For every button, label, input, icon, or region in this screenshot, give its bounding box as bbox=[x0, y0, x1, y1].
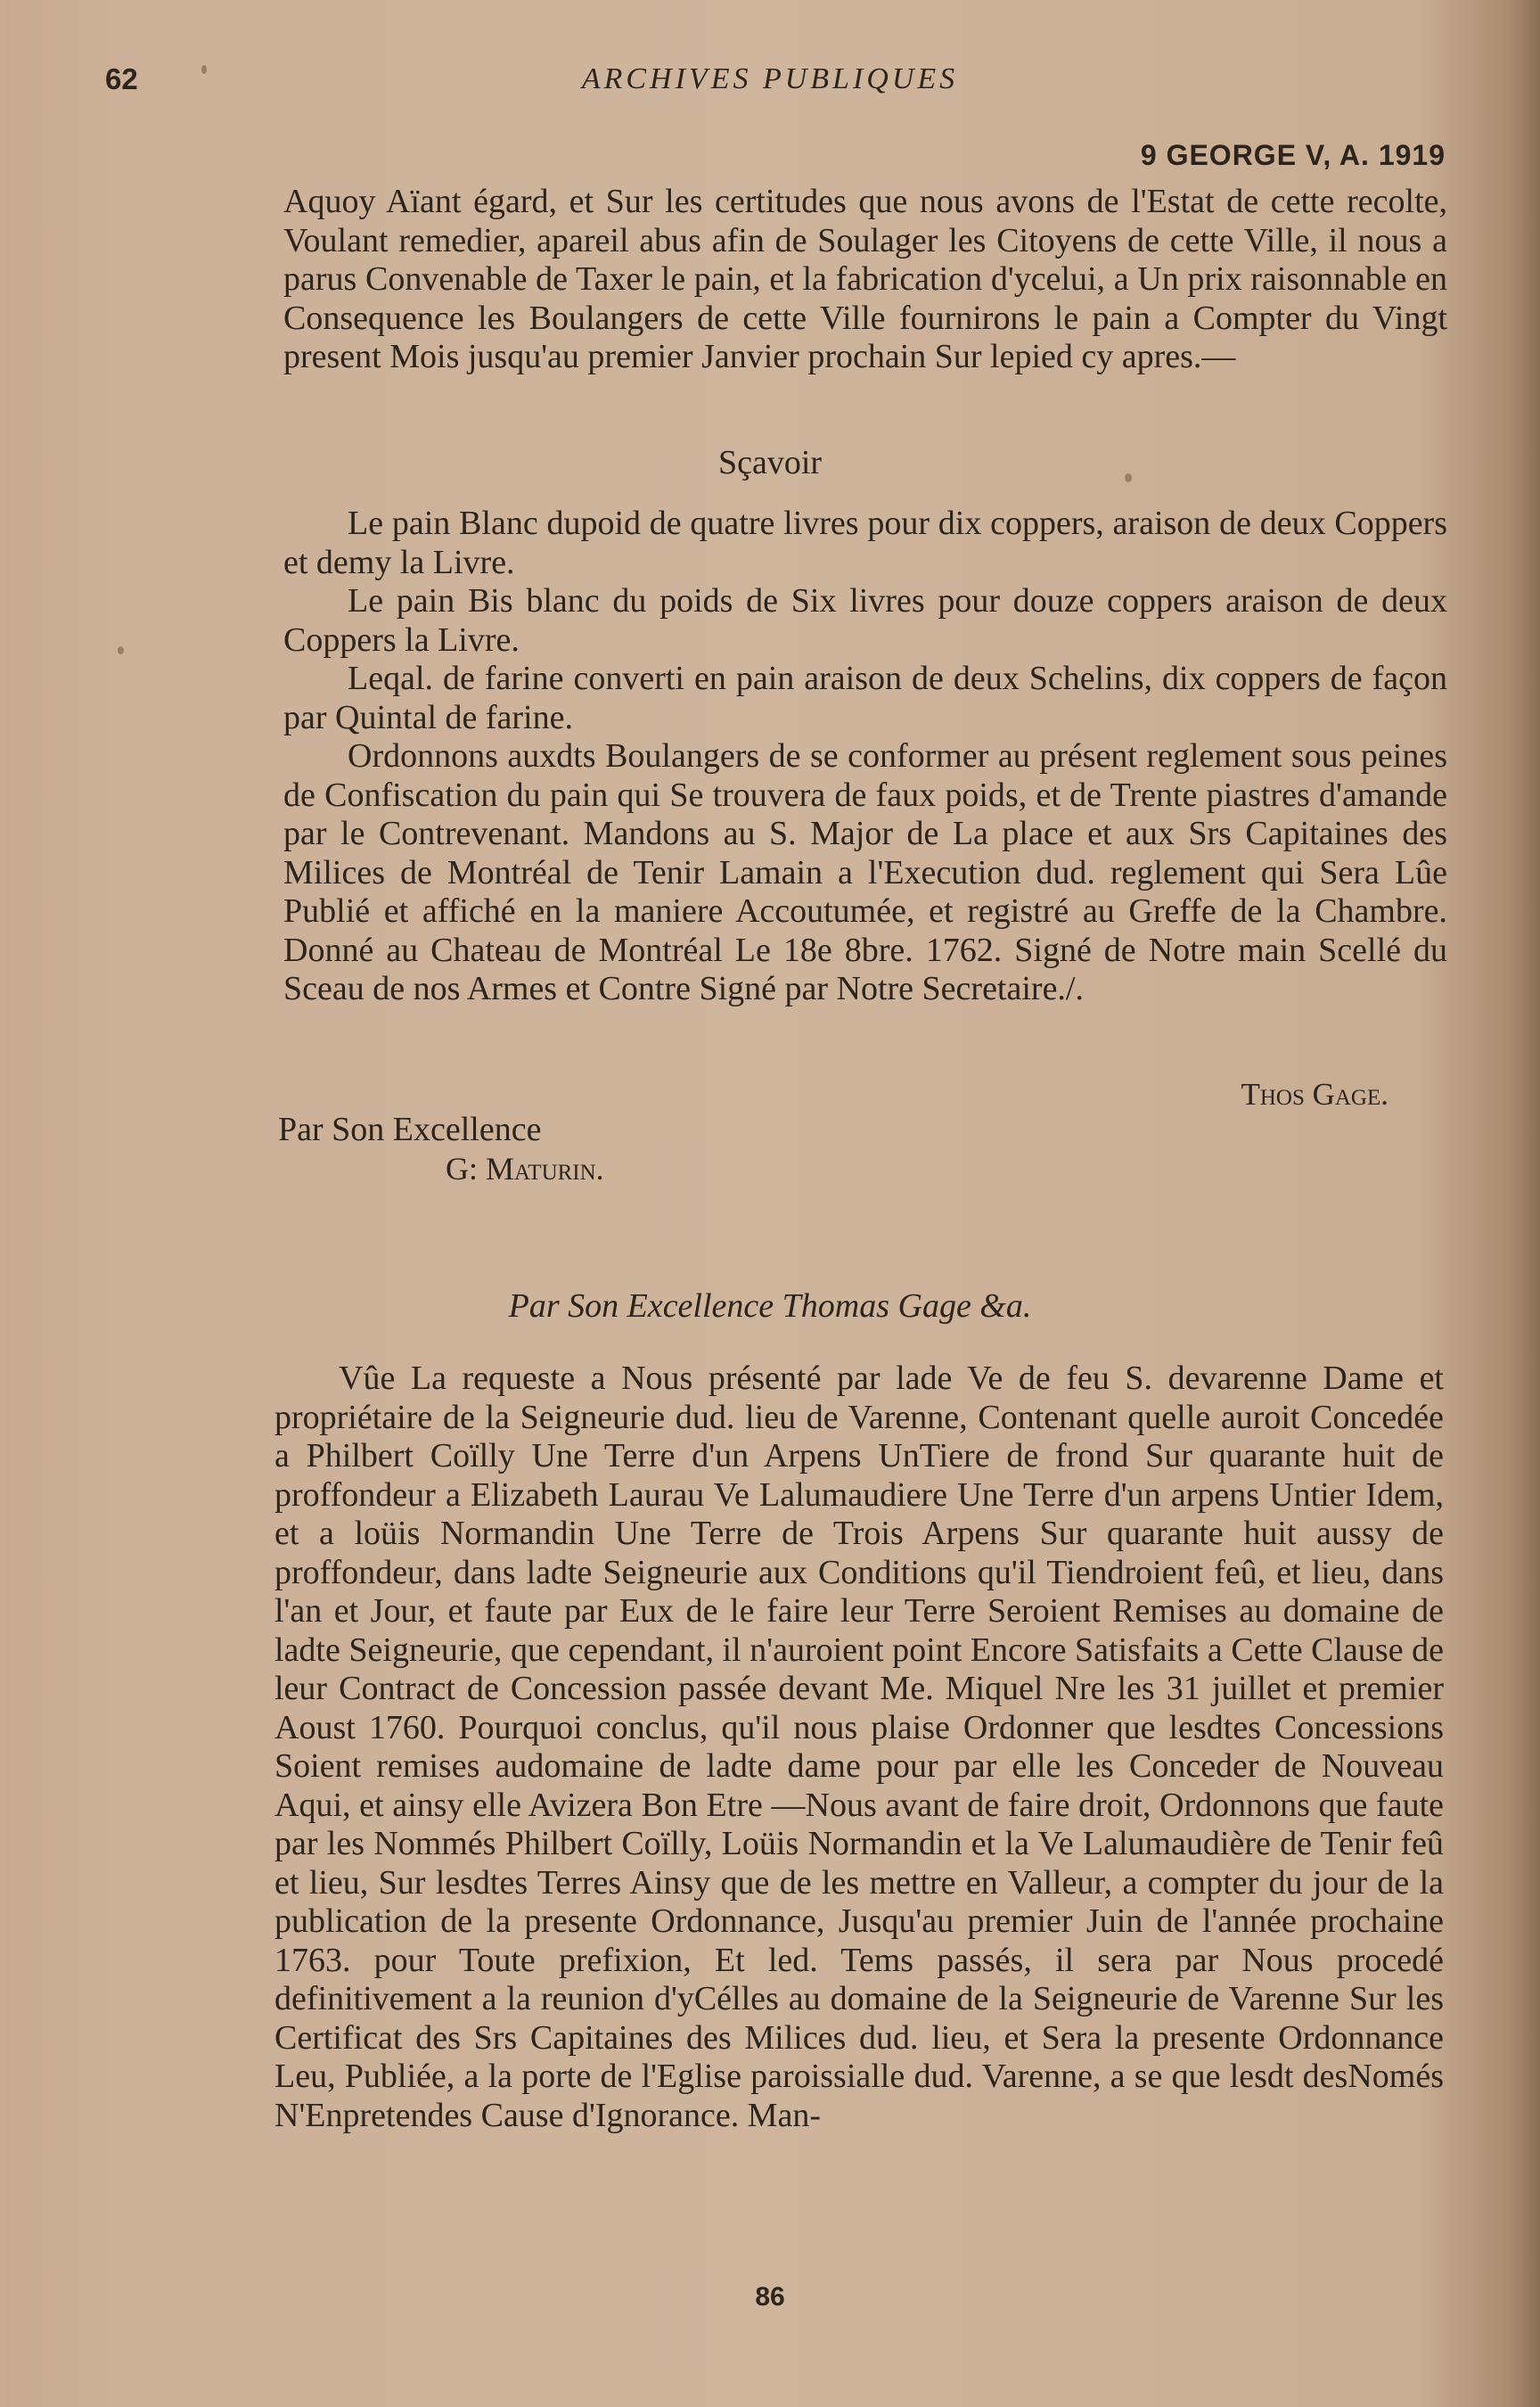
flour-conversion-item: Leqal. de farine converti en pain araison de deux Schelins, dix coppers de façon par Quintal de farine. bbox=[283, 660, 1447, 736]
ordinance-closing-paragraph: Ordonnons auxdts Boulangers de se conformer au présent reglement sous peines de Confiscation du pain qui Se trouvera de faux poids, et de Trente piastres d'amande par le Contrevenant. Mandons au S. Major de La place et aux Srs Capitaines des Milices de Montréal de Tenir Lamain a l'Execution dud. reglement qui Sera Lûe Publié et affiché en la maniere Accoutumée, et registré au Greffe de la Chambre. Donné au Chateau de Montréal Le 18e 8bre. 1762. Signé de Notre main Scellé du Sceau de nos Armes et Contre Signé par Notre Secretaire./. bbox=[283, 737, 1447, 1007]
paper-speck bbox=[1125, 473, 1132, 482]
paper-speck bbox=[118, 646, 124, 654]
running-title: ARCHIVES PUBLIQUES bbox=[581, 62, 959, 95]
paper-speck bbox=[201, 65, 207, 74]
page-number: 62 bbox=[105, 62, 138, 95]
bread-price-item-white: Le pain Blanc dupoid de quatre livres pour dix coppers, araison de deux Coppers et demy la Livre. bbox=[283, 505, 1447, 581]
ordinance-opening-paragraph: Aquoy Aïant égard, et Sur les certitudes que nous avons de l'Estat de cette recolte, Voulant remedier, apareil abus afin de Soulager les Citoyens de cette Ville, il nous a parus Convenable de Taxer le pain, et la fabrication d'ycelui, a Un prix raisonnable en Consequence les Boulangers de cette Ville fournirons le pain a Compter du Vingt present Mois jusqu'au premier Janvier prochain Sur lepied cy apres.— bbox=[283, 183, 1447, 375]
countersignature-maturin: G: Maturin. bbox=[446, 1151, 604, 1187]
regnal-year-note: 9 GEORGE V, A. 1919 bbox=[1140, 139, 1446, 171]
signature-gage: Thos Gage. bbox=[1241, 1077, 1388, 1112]
bread-price-item-brown: Le pain Bis blanc du poids de Six livres pour douze coppers araison de deux Coppers la Livre. bbox=[283, 582, 1447, 659]
section-heading-scavoir: Sçavoir bbox=[717, 444, 823, 481]
by-excellency-line: Par Son Excellence bbox=[278, 1111, 542, 1148]
second-ordinance-body: Vûe La requeste a Nous présenté par lade Ve de feu S. devarenne Dame et propriétaire de la Seigneurie dud. lieu de Varenne, Contenant quelle auroit Concedée a Philbert Coïlly Une Terre d'un Arpens UnTiere de frond Sur quarante huit de proffondeur a Elizabeth Laurau Ve Lalumaudiere Une Terre d'un arpens Untier Idem, et a loüis Normandin Une Terre de Trois Arpens Sur quarante huit aussy de proffondeur, dans ladte Seigneurie aux Conditions qu'il Tiendroient feû, et lieu, dans l'an et Jour, et faute par Eux de le faire leur Terre Seroient Remises au domaine de ladte Seigneurie, que cependant, il n'auroient point Encore Satisfaits a Cette Clause de leur Contract de Concession passée devant Me. Miquel Nre les 31 juillet et premier Aoust 1760. Pourquoi conclus, qu'il nous plaise Ordonner que lesdtes Concessions Soient remises audomaine de ladte dame pour par elle les Conceder de Nouveau Aqui, et ainsy elle Avizera Bon Etre —Nous avant de faire droit, Ordonnons que faute par les Nommés Philbert Coïlly, Loüis Normandin et la Ve Lalumaudière de Tenir feû et lieu, Sur lesdtes Terres Ainsy que de les mettre en Valleur, a compter du jour de la publication de la presente Ordonnance, Jusqu'au premier Juin de l'année prochaine 1763. pour Toute prefixion, Et led. Tems passés, il sera par Nous procedé definitivement a la reunion d'yCélles au domaine de la Seigneurie de Varenne Sur les Certificat des Srs Capitaines des Milices dud. lieu, et Sera la presente Ordonnance Leu, Publiée, a la porte de l'Eglise paroissialle dud. Varenne, a se que lesdt desNomés N'Enpretendes Cause d'Ignorance. Man- bbox=[274, 1360, 1444, 2134]
page-folio: 86 bbox=[755, 2282, 785, 2312]
second-ordinance-title: Par Son Excellence Thomas Gage &a. bbox=[508, 1287, 1032, 1325]
